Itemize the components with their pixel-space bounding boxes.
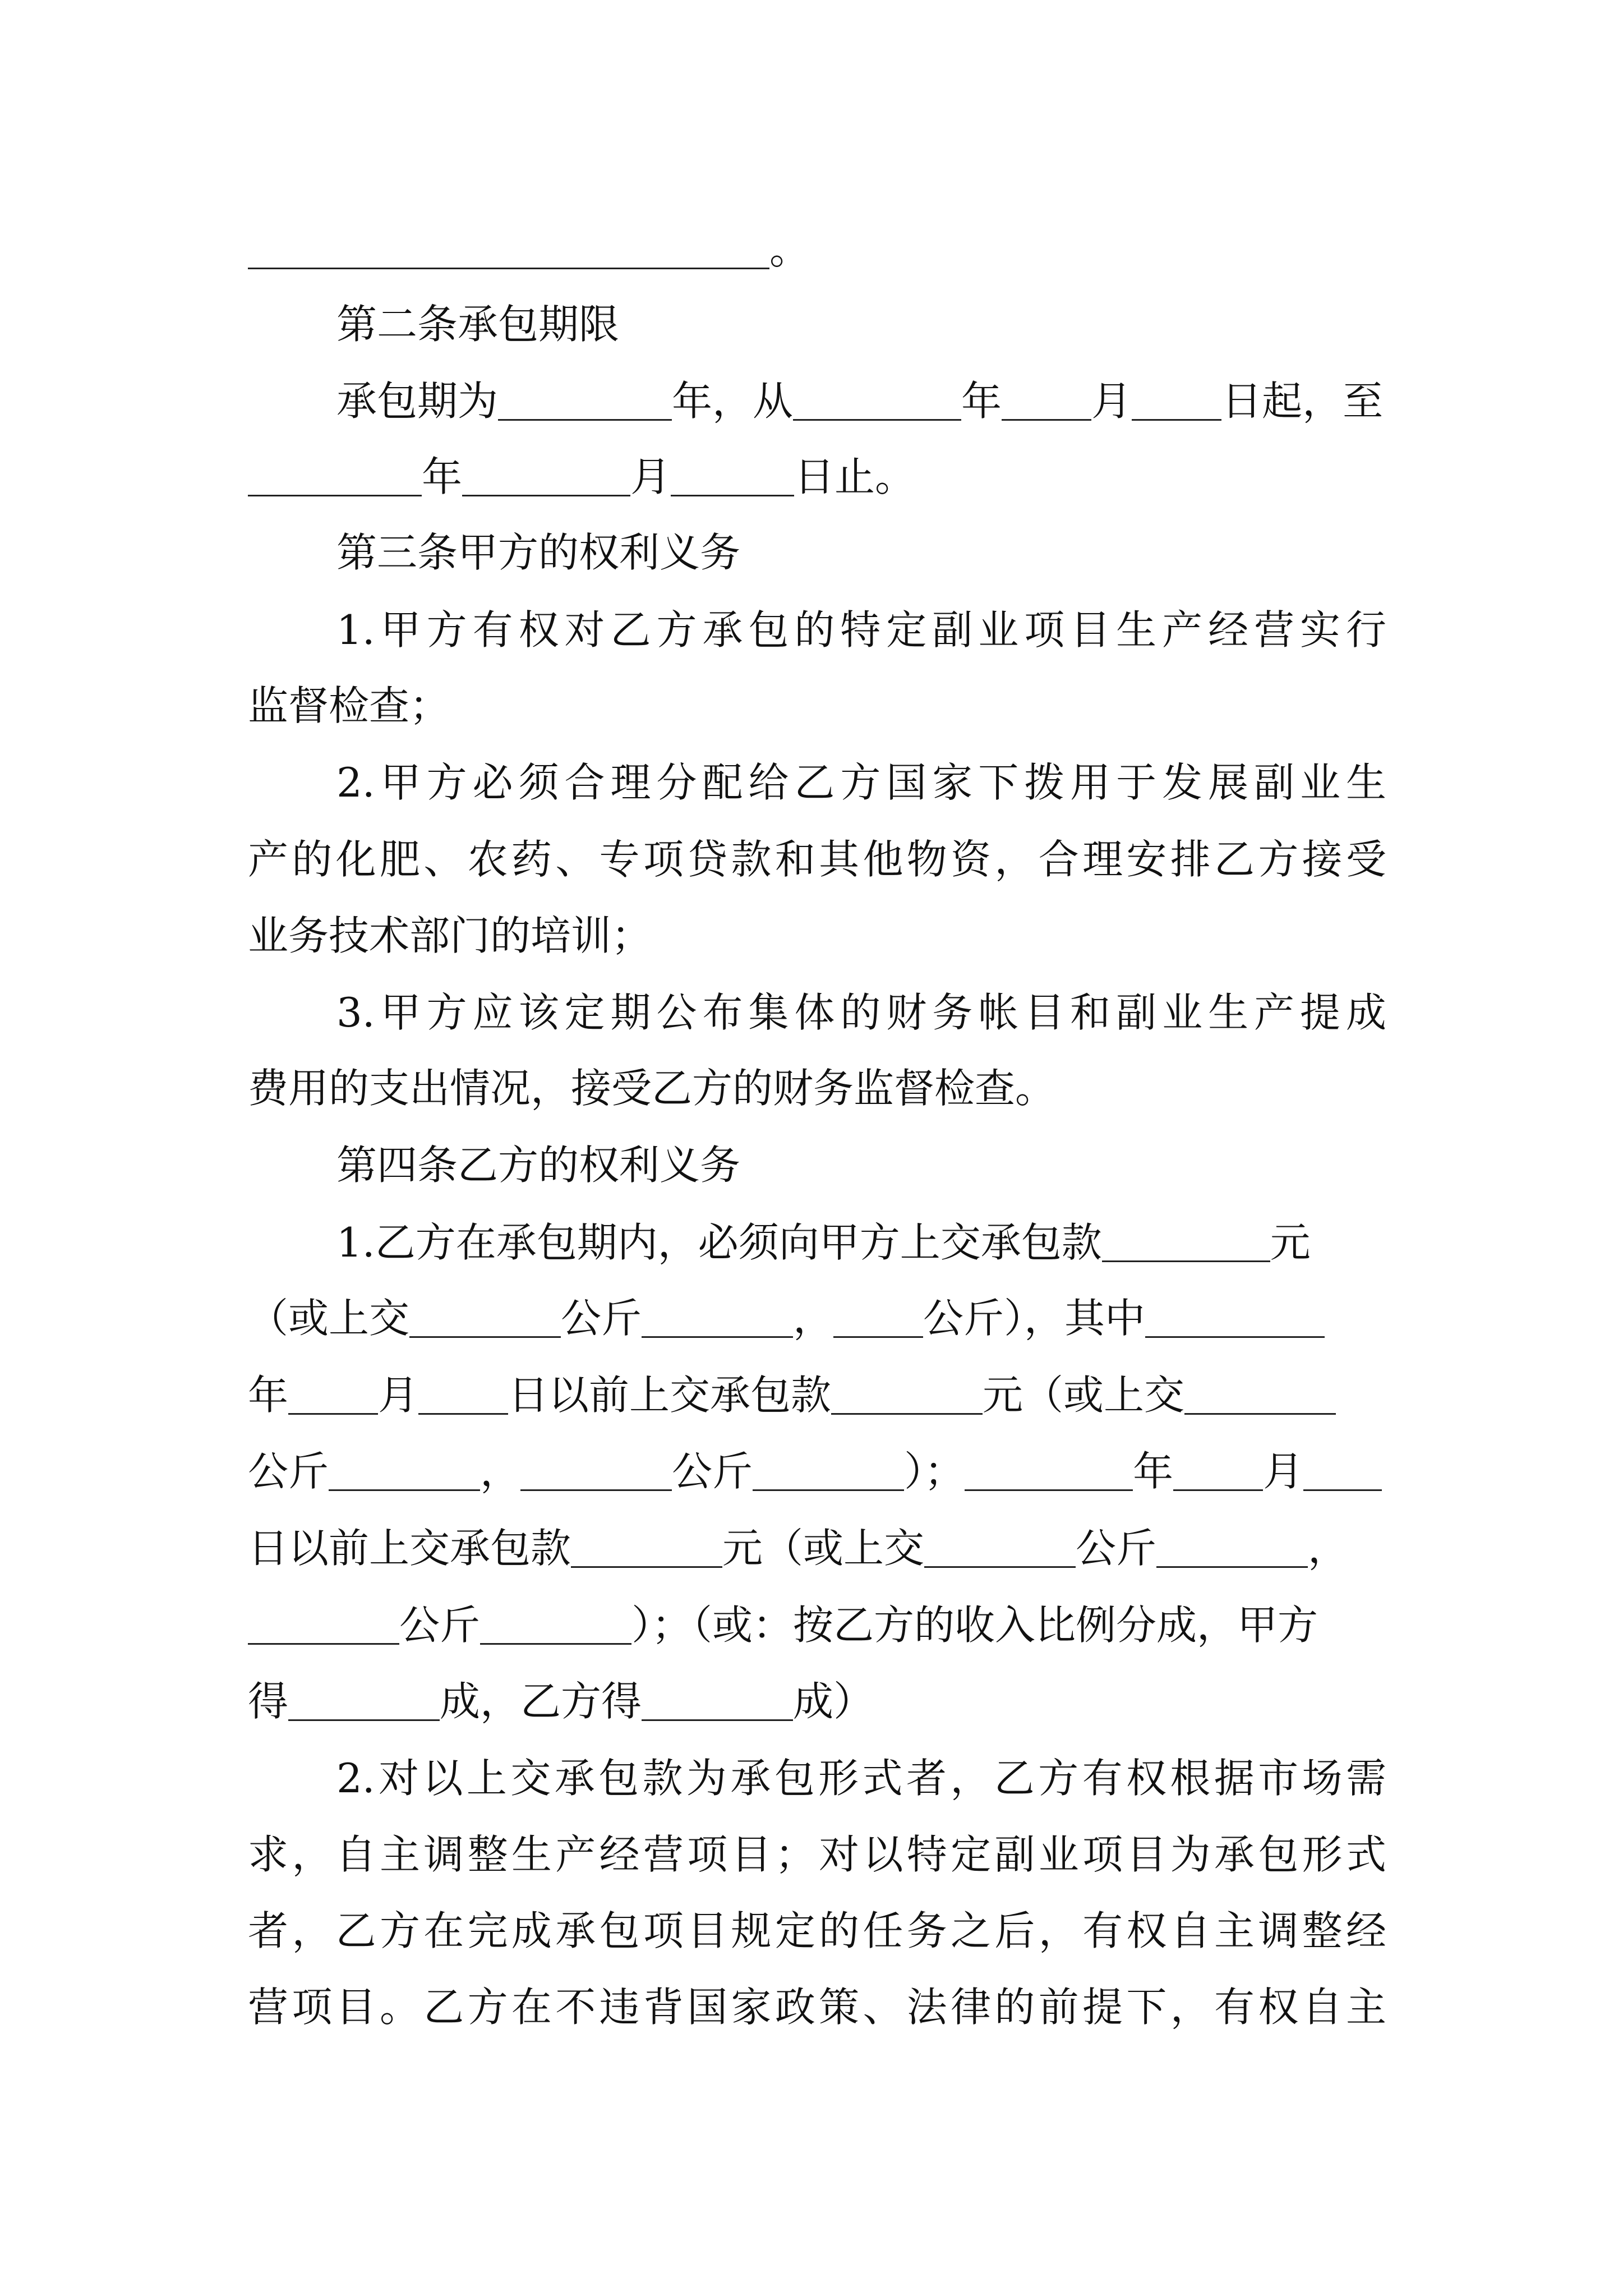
text-segment: 第四条乙方的权利义务	[336, 1142, 741, 1189]
text-line	[248, 672, 1386, 739]
text-segment: 日以前上交承包款	[248, 1525, 571, 1572]
text-segment: 元（或上交	[983, 1372, 1185, 1419]
blank-underline	[571, 1530, 722, 1568]
text-line	[248, 1055, 1386, 1122]
text-segment: 成，乙方得	[440, 1678, 642, 1725]
blank-underline	[1156, 1530, 1308, 1568]
text-segment: 月	[1091, 378, 1132, 425]
blank-underline	[965, 1453, 1133, 1491]
blank-underline	[1132, 383, 1221, 421]
text-line	[248, 902, 1386, 969]
text-segment: 营项目。乙方在不违背国家政策、法律的前提下，有权自主	[248, 1984, 1386, 2031]
article-heading	[336, 291, 1386, 358]
text-line	[248, 443, 1386, 510]
text-segment: （或上交	[248, 1295, 410, 1342]
text-segment: ，	[793, 1295, 834, 1342]
text-segment: 第二条承包期限	[336, 301, 620, 348]
text-line	[248, 1285, 1386, 1352]
text-segment: ，	[1308, 1525, 1349, 1572]
text-segment: ，	[480, 1448, 521, 1495]
article-heading	[336, 519, 1386, 586]
text-line	[248, 826, 1386, 893]
text-segment: 公斤	[1076, 1525, 1157, 1572]
text-segment: 公斤），其中	[923, 1295, 1146, 1342]
blank-underline	[831, 1377, 983, 1415]
blank-underline	[1002, 383, 1091, 421]
text-segment: 公斤	[561, 1295, 642, 1342]
text-segment: 公斤	[248, 1448, 329, 1495]
text-segment: 日以前上交承包款	[508, 1372, 832, 1419]
text-line	[336, 367, 1386, 435]
blank-underline	[498, 383, 672, 421]
text-segment: 1.乙方在承包期内，必须向甲方上交承包款	[336, 1219, 1102, 1266]
blank-underline	[288, 1377, 378, 1415]
blank-underline	[642, 1683, 793, 1721]
blank-underline	[642, 1300, 793, 1338]
text-segment: 。	[769, 226, 810, 273]
blank-underline	[248, 459, 422, 496]
text-line	[336, 1745, 1386, 1812]
text-segment: 2.对以上交承包款为承包形式者，乙方有权根据市场需	[336, 1755, 1386, 1802]
text-line	[336, 1209, 1386, 1276]
text-line	[248, 1973, 1386, 2041]
blank-underline	[1173, 1453, 1263, 1491]
blank-underline	[793, 383, 961, 421]
blank-underline	[520, 1453, 672, 1491]
text-segment: 成）	[793, 1678, 874, 1725]
blank-underline	[329, 1453, 480, 1491]
text-segment: 元（或上交	[722, 1525, 925, 1572]
blank-underline	[248, 1607, 399, 1645]
text-segment: 日起，至	[1221, 378, 1384, 425]
blank-underline	[409, 1300, 561, 1338]
text-segment: 月	[630, 453, 671, 500]
blank-underline	[753, 1453, 904, 1491]
article-heading	[336, 1131, 1386, 1199]
text-segment: 者，乙方在完成承包项目规定的任务之后，有权自主调整经	[248, 1907, 1386, 1954]
text-segment: 年	[1133, 1448, 1174, 1495]
text-segment: 元	[1270, 1219, 1311, 1266]
text-line	[248, 1361, 1386, 1429]
blank-underline	[1303, 1453, 1382, 1491]
blank-underline	[1145, 1300, 1325, 1338]
blank-underline	[1184, 1377, 1336, 1415]
text-segment: 1.甲方有权对乙方承包的特定副业项目生产经营实行	[336, 606, 1386, 654]
text-segment: 月	[378, 1372, 419, 1419]
text-segment: 第三条甲方的权利义务	[336, 529, 741, 576]
text-segment: 年	[422, 453, 463, 500]
text-segment: 3.甲方应该定期公布集体的财务帐目和副业生产提成	[336, 989, 1386, 1036]
text-line	[336, 749, 1386, 816]
text-segment: 得	[248, 1678, 289, 1725]
text-line	[248, 1515, 1386, 1582]
text-segment: 业务技术部门的培训；	[248, 912, 652, 959]
text-line	[248, 216, 1386, 283]
blank-underline	[924, 1530, 1076, 1568]
text-line	[248, 1897, 1386, 1964]
text-segment: 日止。	[794, 453, 916, 500]
text-line	[336, 979, 1386, 1046]
text-segment: 承包期为	[336, 378, 499, 425]
text-line	[248, 1591, 1386, 1659]
text-segment: 月	[1263, 1448, 1304, 1495]
blank-underline	[833, 1300, 923, 1338]
text-segment: ）；	[904, 1448, 965, 1495]
text-segment: 监督检查；	[248, 682, 450, 729]
blank-underline	[1102, 1225, 1270, 1262]
blank-underline	[462, 459, 630, 496]
text-segment: 求，自主调整生产经营项目；对以特定副业项目为承包形式	[248, 1831, 1386, 1878]
text-segment: 年，从	[672, 378, 794, 425]
blank-underline	[288, 1683, 440, 1721]
text-line	[248, 1668, 1386, 1735]
text-segment: 费用的支出情况，接受乙方的财务监督检查。	[248, 1065, 1056, 1112]
text-line	[248, 1821, 1386, 1888]
blank-underline	[480, 1607, 631, 1645]
text-segment: 2.甲方必须合理分配给乙方国家下拨用于发展副业生	[336, 759, 1386, 806]
blank-underline	[418, 1377, 508, 1415]
text-segment: 公斤	[672, 1448, 753, 1495]
text-segment: 年	[248, 1372, 289, 1419]
text-line	[336, 596, 1386, 664]
text-segment: ）；（或：按乙方的收入比例分成，甲方	[631, 1602, 1318, 1649]
blank-underline	[248, 232, 769, 269]
blank-underline	[671, 459, 794, 496]
text-line	[248, 1438, 1386, 1505]
text-segment: 年	[961, 378, 1002, 425]
text-segment: 公斤	[399, 1602, 481, 1649]
text-segment: 产的化肥、农药、专项贷款和其他物资，合理安排乙方接受	[248, 836, 1386, 883]
